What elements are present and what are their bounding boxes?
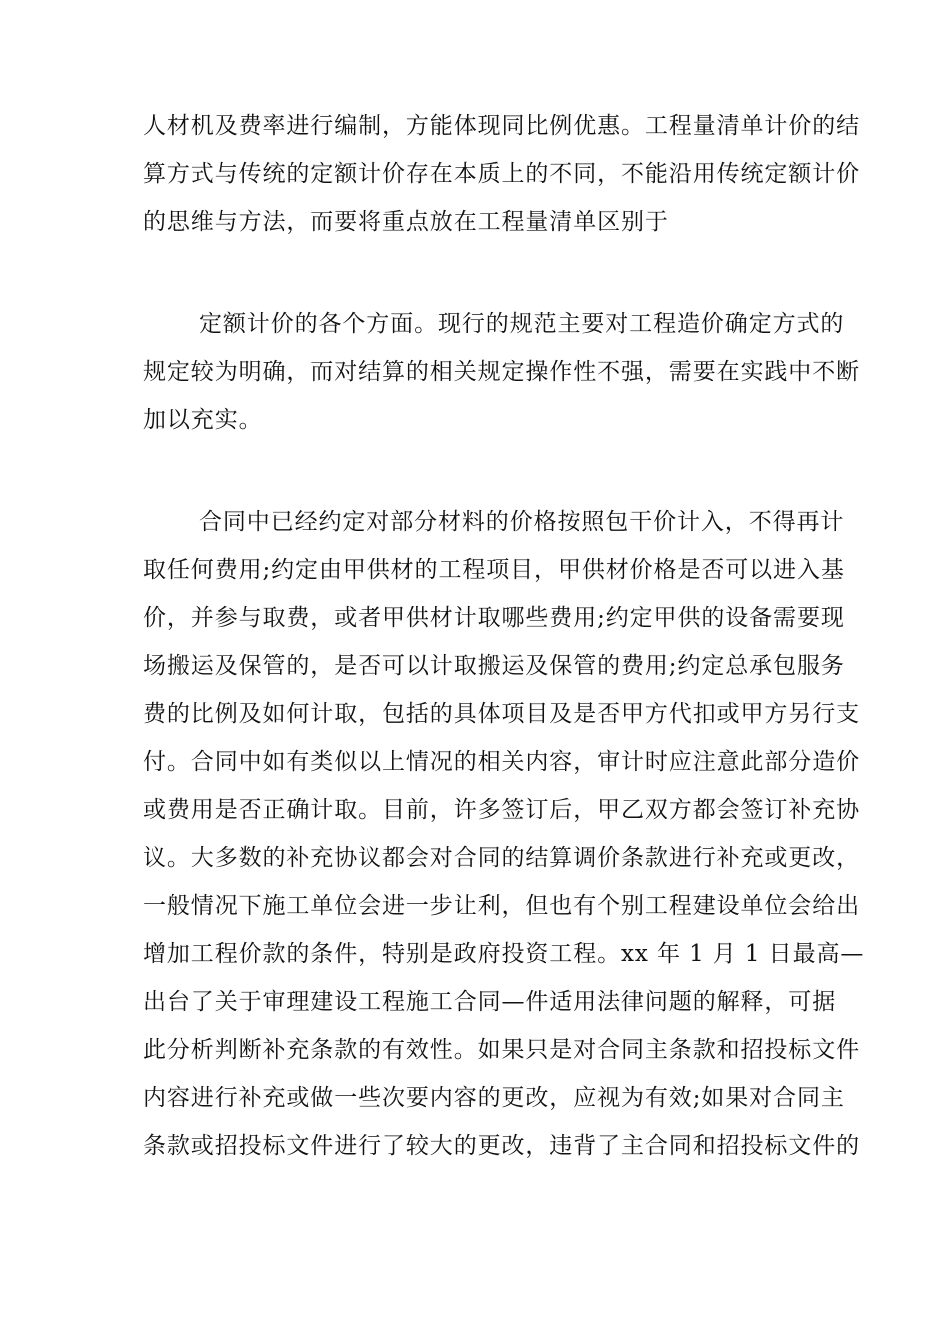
text-line: 内容进行补充或做一些次要内容的更改，应视为有效;如果对合同主 xyxy=(143,1085,845,1111)
text-line: 加以充实。 xyxy=(143,407,263,433)
text-line: 一般情况下施工单位会进一步让利，但也有个别工程建设单位会给出 xyxy=(143,893,860,919)
text-line: 取任何费用;约定由甲供材的工程项目，甲供材价格是否可以进入基 xyxy=(143,557,845,583)
text-line: 出台了关于审理建设工程施工合同—件适用法律问题的解释，可据 xyxy=(143,989,837,1015)
text-line: 条款或招投标文件进行了较大的更改，违背了主合同和招投标文件的 xyxy=(143,1133,860,1159)
text-line: 议。大多数的补充协议都会对合同的结算调价条款进行补充或更改， xyxy=(143,845,860,871)
text-line: 费的比例及如何计取，包括的具体项目及是否甲方代扣或甲方另行支 xyxy=(143,701,860,727)
text-line: 或费用是否正确计取。目前，许多签订后，甲乙双方都会签订补充协 xyxy=(143,797,860,823)
text-line: 人材机及费率进行编制，方能体现同比例优惠。工程量清单计价的结 xyxy=(143,113,860,139)
text-line: 场搬运及保管的，是否可以计取搬运及保管的费用;约定总承包服务 xyxy=(143,653,845,679)
text-line: 规定较为明确，而对结算的相关规定操作性不强，需要在实践中不断 xyxy=(143,359,860,385)
text-line: 此分析判断补充条款的有效性。如果只是对合同主条款和招投标文件 xyxy=(143,1037,860,1063)
text-line: 价，并参与取费，或者甲供材计取哪些费用;约定甲供的设备需要现 xyxy=(143,605,845,631)
text-line: 付。合同中如有类似以上情况的相关内容，审计时应注意此部分造价 xyxy=(143,749,860,775)
text-line: 算方式与传统的定额计价存在本质上的不同，不能沿用传统定额计价 xyxy=(143,161,860,187)
text-line: 增加工程价款的条件，特别是政府投资工程。xx 年 1 月 1 日最高— xyxy=(143,941,865,967)
text-line: 定额计价的各个方面。现行的规范主要对工程造价确定方式的 xyxy=(199,311,845,337)
text-line: 合同中已经约定对部分材料的价格按照包干价计入，不得再计 xyxy=(199,509,845,535)
text-line: 的思维与方法，而要将重点放在工程量清单区别于 xyxy=(143,209,669,235)
